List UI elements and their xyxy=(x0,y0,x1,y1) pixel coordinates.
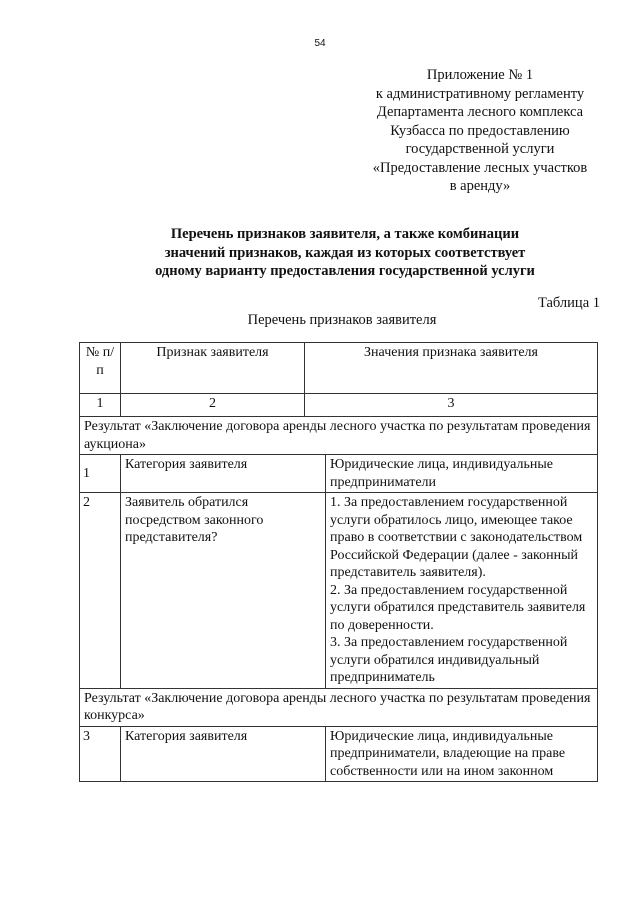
appendix-line: «Предоставление лесных участков xyxy=(372,159,588,176)
value-line: 3. За предоставлением государственной услуги обратился индивидуальный предприниматель xyxy=(330,635,568,685)
appendix-line: Кузбасса по предоставлению xyxy=(390,122,570,139)
table-row xyxy=(80,493,598,689)
index-cell: 1 xyxy=(80,394,121,417)
appendix-line: к административному регламенту xyxy=(375,85,585,102)
row-value xyxy=(326,493,598,689)
section-title: Результат «Заключение договора аренды лесного участка по результатам проведения аукциона» xyxy=(80,417,598,455)
index-cell: 2 xyxy=(121,394,305,417)
criteria-table xyxy=(79,342,598,782)
title-line: значений признаков, каждая из которых соответствует xyxy=(164,244,526,261)
row-number: 3 xyxy=(80,726,121,782)
header-value: Значения признака заявителя xyxy=(305,343,598,394)
index-cell: 3 xyxy=(305,394,598,417)
appendix-line: Департамента лесного комплекса xyxy=(376,104,584,120)
appendix-line: государственной услуги xyxy=(405,141,555,157)
value-line: 2. За предоставлением государственной услуги обратился представитель заявителя по доверенности. xyxy=(330,582,586,633)
row-criterion: Категория заявителя xyxy=(121,455,326,493)
section-title: Результат «Заключение договора аренды лесного участка по результатам проведения конкурса» xyxy=(80,688,598,726)
value-line: Юридические лица, индивидуальные предприниматели xyxy=(330,457,553,490)
table-header-row xyxy=(80,343,598,394)
section-row xyxy=(80,688,598,726)
appendix-line: в аренду» xyxy=(449,178,511,194)
header-number: № п/п xyxy=(80,343,121,394)
table-index-row xyxy=(80,394,598,417)
title-line: одному варианту предоставления государственной услуги xyxy=(155,263,535,279)
table-number: Таблица 1 xyxy=(537,295,600,311)
row-number: 2 xyxy=(80,493,121,689)
header-criterion: Признак заявителя xyxy=(121,343,305,394)
page-number: 54 xyxy=(314,38,326,49)
row-criterion: Заявитель обратился посредством законного представителя? xyxy=(121,493,326,689)
value-line: Юридические лица, индивидуальные предприниматели, владеющие на праве собственности или на ином законном xyxy=(330,728,566,779)
appendix-line: Приложение № 1 xyxy=(426,67,534,83)
value-line: 1. За предоставлением государственной услуги обратилось лицо, имеющее такое право в соответствии с законодательством Российской Федерации (далее - законный представитель заявителя). xyxy=(330,495,583,580)
row-value xyxy=(326,726,598,782)
document-title xyxy=(90,225,600,281)
title-line: Перечень признаков заявителя, а также комбинации xyxy=(170,226,520,242)
table-caption: Перечень признаков заявителя xyxy=(247,312,437,328)
section-row xyxy=(80,417,598,455)
appendix-block xyxy=(352,66,608,196)
row-number: 1 xyxy=(80,455,121,493)
row-value xyxy=(326,455,598,493)
table-row xyxy=(80,455,598,493)
row-criterion: Категория заявителя xyxy=(121,726,326,782)
table-row xyxy=(80,726,598,782)
